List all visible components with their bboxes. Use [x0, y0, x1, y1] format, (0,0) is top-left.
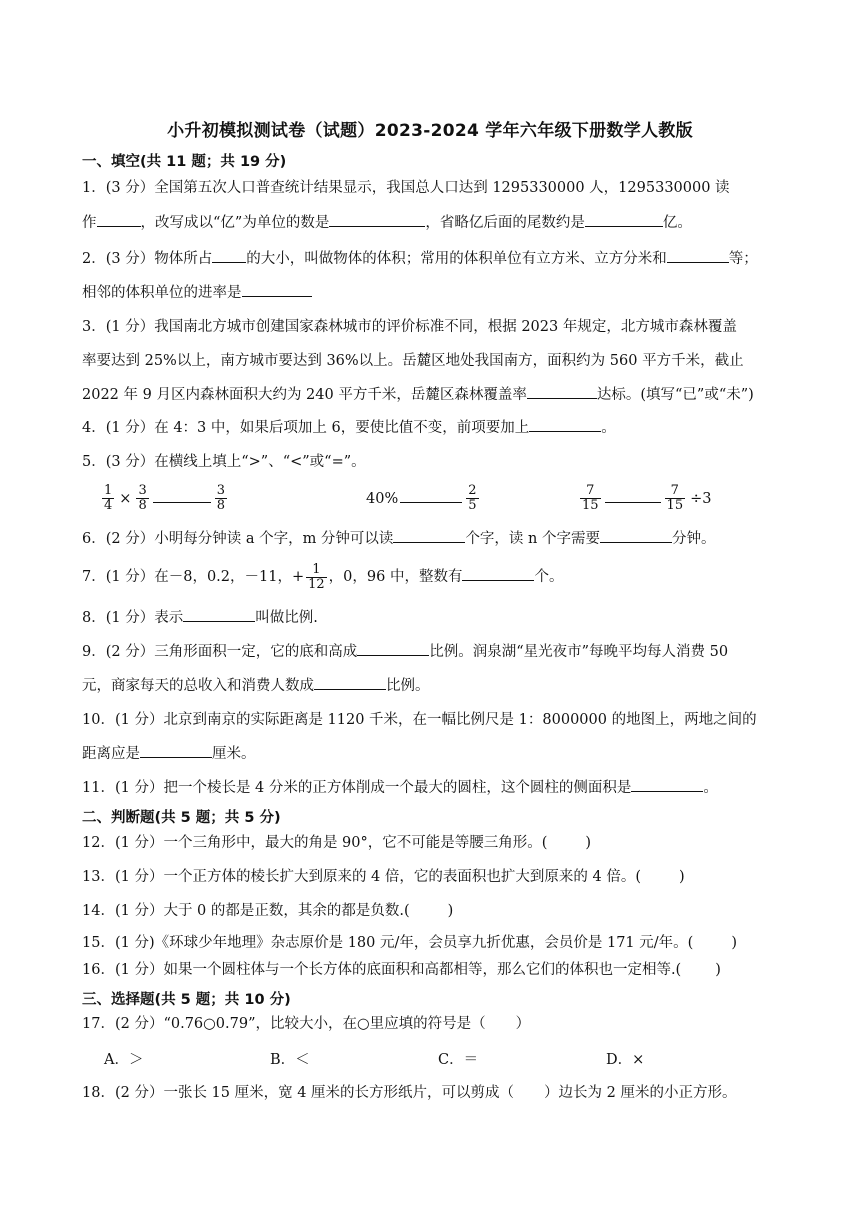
question-4: 4．(1 分）在 4：3 中，如果后项加上 6，要使比值不变，前项要加上 。 — [82, 412, 782, 444]
question-15: 15．(1 分)《环球少年地理》杂志原价是 180 元/年，会员享九折优惠，会员价是 171 元/年。( ) — [82, 935, 737, 951]
question-6: 6．(2 分）小明每分钟读 a 个字，m 分钟可以读 个字，读 n 个字需要 分钟。 — [82, 523, 782, 555]
question-2-line-2: 相邻的体积单位的进率是 — [82, 277, 782, 309]
question-8: 8．(1 分）表示 叫做比例. — [82, 602, 782, 634]
fraction: $\frac{7}{15}$ — [582, 483, 599, 513]
section-multiple-choice-heading: 三、选择题(共 5 题；共 10 分) — [82, 992, 291, 1008]
answer-blank[interactable] — [667, 246, 729, 263]
question-1-line-2: 作 ，改写成以“亿”为单位的数是 ，省略亿后面的尾数约是 亿。 — [82, 207, 782, 239]
question-9-line-2: 元，商家每天的总收入和消费人数成 比例。 — [82, 670, 782, 702]
answer-blank[interactable] — [585, 210, 663, 227]
answer-blank[interactable] — [242, 280, 312, 297]
question-18: 18．(2 分）一张长 15 厘米，宽 4 厘米的长方形纸片，可以剪成（ ）边长为 2 厘米的小正方形。 — [82, 1085, 737, 1101]
comparison-1: $\frac{1}{4}$ × $\frac{3}{8}$ $\frac{3}{8}$ — [104, 483, 225, 513]
question-16: 16．(1 分）如果一个圆柱体与一个长方体的底面积和高都相等，那么它们的体积也一定相等.( ) — [82, 962, 721, 978]
section-true-false-heading: 二、判断题(共 5 题；共 5 分) — [82, 810, 281, 826]
question-3-line-1: 3．(1 分）我国南北方城市创建国家森林城市的评价标准不同，根据 2023 年规定，北方城市森林覆盖 — [82, 319, 737, 335]
page-title: 小升初模拟测试卷（试题）2023-2024 学年六年级下册数学人教版 — [167, 121, 693, 141]
question-13: 13．(1 分）一个正方体的棱长扩大到原来的 4 倍，它的表面积也扩大到原来的 4 倍。( ) — [82, 869, 685, 885]
option-d[interactable]: D．× — [606, 1052, 645, 1068]
fraction: $\frac{7}{15}$ — [666, 483, 684, 513]
question-17: 17．(2 分）“0.76○0.79”，比较大小，在○里应填的符号是（ ） — [82, 1016, 531, 1032]
answer-blank[interactable] — [400, 502, 462, 503]
option-c[interactable]: C．＝ — [438, 1052, 479, 1068]
comparison-2: 40% $\frac{2}{5}$ — [366, 483, 477, 513]
answer-blank[interactable] — [314, 673, 386, 690]
answer-blank[interactable] — [329, 210, 425, 227]
section-fill-blank-heading: 一、填空(共 11 题；共 19 分) — [82, 154, 287, 170]
fraction: $\frac{2}{5}$ — [468, 483, 477, 513]
answer-blank[interactable] — [212, 246, 246, 263]
option-a[interactable]: A．＞ — [104, 1052, 144, 1068]
question-12: 12．(1 分）一个三角形中，最大的角是 90°，它不可能是等腰三角形。( ) — [82, 835, 592, 851]
question-2-line-1: 2．(3 分）物体所占 的大小，叫做物体的体积；常用的体积单位有立方米、立方分米和 等； — [82, 243, 782, 275]
fraction: $\frac{3}{8}$ — [138, 483, 147, 513]
answer-blank[interactable] — [529, 415, 601, 432]
question-9-line-1: 9．(2 分）三角形面积一定，它的底和高成 比例。润泉湖“星光夜市”每晚平均每人消费 50 — [82, 636, 782, 668]
question-3-line-3: 2022 年 9 月区内森林面积大约为 240 平方千米，岳麓区森林覆盖率 达标。(填写“已”或“未”) — [82, 379, 782, 411]
question-10-line-1: 10．(1 分）北京到南京的实际距离是 1120 千米，在一幅比例尺是 1：8000000 的地图上，两地之间的 — [82, 712, 757, 728]
question-10-line-2: 距离应是 厘米。 — [82, 738, 782, 770]
question-11: 11．(1 分）把一个棱长是 4 分米的正方体削成一个最大的圆柱，这个圆柱的侧面积是 。 — [82, 772, 782, 804]
answer-blank[interactable] — [527, 382, 597, 399]
fraction: $\frac{1}{4}$ — [104, 483, 113, 513]
answer-blank[interactable] — [600, 526, 672, 543]
fraction: $\frac{1}{12}$ — [308, 561, 325, 592]
fraction: $\frac{3}{8}$ — [216, 483, 225, 513]
answer-blank[interactable] — [605, 502, 661, 503]
answer-blank[interactable] — [97, 210, 141, 227]
comparison-3: $\frac{7}{15}$ $\frac{7}{15}$ ÷3 — [582, 483, 712, 513]
answer-blank[interactable] — [393, 526, 465, 543]
option-b[interactable]: B．＜ — [270, 1052, 310, 1068]
question-1-line-1: 1．(3 分）全国第五次人口普查统计结果显示，我国总人口达到 1295330000 人，1295330000 读 — [82, 180, 730, 196]
question-5: 5．(3 分）在横线上填上“>”、“<”或“=”。 — [82, 454, 366, 470]
answer-blank[interactable] — [631, 775, 703, 792]
answer-blank[interactable] — [153, 502, 211, 503]
question-14: 14．(1 分）大于 0 的都是正数，其余的都是负数.( ) — [82, 903, 454, 919]
question-7: 7．(1 分）在－8，0.2，－11，+ $\frac{1}{12}$ ，0，96 中，整数有 个。 — [82, 561, 564, 592]
answer-blank[interactable] — [183, 605, 255, 622]
answer-blank[interactable] — [357, 639, 429, 656]
answer-blank[interactable] — [462, 564, 534, 581]
question-3-line-2: 率要达到 25%以上，南方城市要达到 36%以上。岳麓区地处我国南方，面积约为 560 平方千米，截止 — [82, 353, 744, 369]
answer-blank[interactable] — [140, 741, 212, 758]
